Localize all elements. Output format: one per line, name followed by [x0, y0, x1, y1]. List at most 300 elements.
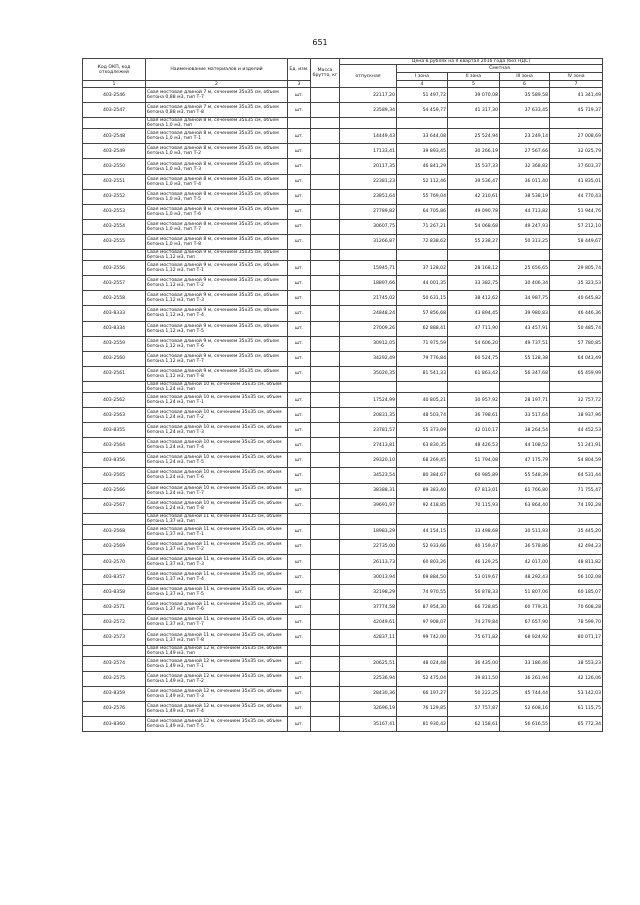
zone-3-price-cell: 55 128,38 [500, 351, 550, 366]
unit-cell: шт. [288, 600, 311, 615]
name-cell: Свая мостовая длиной 10 м, сечением 35х35 см, объем бетона 1,24 м3, тип Т-2 [146, 408, 288, 423]
name-cell: Свая мостовая длиной 7 м, сечением 35х35 см, объем бетона 0,88 м3, тип Т-8 [146, 103, 288, 118]
zone-3-price-cell: 33 186,46 [500, 656, 550, 671]
table-row [83, 656, 603, 671]
zone-2-price-cell: 36 435,00 [448, 656, 500, 671]
table-row [83, 453, 603, 468]
zone-3-price-cell: 43 457,91 [500, 321, 550, 336]
zone-1-price-cell: 55 373,09 [397, 423, 448, 438]
zone-4-price-cell: 51 944,76 [550, 204, 603, 219]
release-price-cell: 18983,29 [340, 524, 397, 539]
unit-cell: шт. [288, 423, 311, 438]
table-row [83, 336, 603, 351]
name-cell: Свая мостовая длиной 12 м, сечением 35х35 см, объем бетона 1,49 м3, тип [146, 645, 288, 656]
table-row [83, 570, 603, 585]
mass-cell [311, 630, 340, 645]
mass-cell [311, 701, 340, 716]
mass-cell [311, 129, 340, 144]
mass-cell [311, 423, 340, 438]
unit-cell: шт. [288, 234, 311, 249]
code-cell: 403-2565 [83, 468, 146, 483]
zone-1-price-cell: 60 803,26 [397, 555, 448, 570]
zone-3-price-cell [500, 118, 550, 129]
zone-3-price-cell: 56 347,68 [500, 366, 550, 381]
code-cell: 403-8355 [83, 423, 146, 438]
zone-4-price-cell: 64 043,49 [550, 351, 603, 366]
unit-cell: шт. [288, 630, 311, 645]
zone-3-price-cell: 47 175,79 [500, 453, 550, 468]
code-cell: 403-2556 [83, 261, 146, 276]
table-row [83, 615, 603, 630]
release-price-cell: 21745,02 [340, 291, 397, 306]
unit-cell: шт. [288, 585, 311, 600]
zone-1-price-cell: 37 128,02 [397, 261, 448, 276]
zone-1-price-cell [397, 250, 448, 261]
zone-3-price-cell: 55 548,39 [500, 468, 550, 483]
zone-4-price-cell: 57 780,85 [550, 336, 603, 351]
mass-cell [311, 381, 340, 392]
zone-4-price-cell: 32 025,79 [550, 144, 603, 159]
name-cell: Свая мостовая длиной 8 м, сечением 35х35 см, объем бетона 1,0 м3, тип Т-7 [146, 219, 288, 234]
zone-1-price-cell: 92 418,85 [397, 498, 448, 513]
release-price-cell: 28430,36 [340, 686, 397, 701]
zone-4-price-cell: 61 115,75 [550, 701, 603, 716]
code-cell: 403-2553 [83, 204, 146, 219]
mass-cell [311, 321, 340, 336]
table-header [83, 59, 603, 88]
unit-cell: шт. [288, 615, 311, 630]
release-price-cell: 42049,61 [340, 615, 397, 630]
table-row [83, 261, 603, 276]
release-price-cell: 34523,54 [340, 468, 397, 483]
mass-cell [311, 189, 340, 204]
zone-1-price-cell: 99 742,00 [397, 630, 448, 645]
zone-3-price-cell: 45 744,44 [500, 686, 550, 701]
zone-2-price-cell [448, 513, 500, 524]
zone-4-price-cell: 70 608,28 [550, 600, 603, 615]
zone-2-price-cell: 62 158,61 [448, 717, 500, 732]
zone-3-price-cell: 27 567,66 [500, 144, 550, 159]
zone-4-price-cell: 27 008,69 [550, 129, 603, 144]
code-cell: 403-2569 [83, 539, 146, 554]
zone-1-price-cell: 44 001,35 [397, 276, 448, 291]
release-price-cell: 35167,41 [340, 717, 397, 732]
zone-2-price-cell: 39 536,47 [448, 174, 500, 189]
unit-cell: шт. [288, 392, 311, 407]
code-cell: 403-2573 [83, 630, 146, 645]
header-zone-3: III зона [500, 73, 550, 81]
table-row [83, 366, 603, 381]
unit-cell: шт. [288, 539, 311, 554]
release-price-cell: 42837,11 [340, 630, 397, 645]
code-cell: 403-2551 [83, 174, 146, 189]
release-price-cell: 34292,49 [340, 351, 397, 366]
zone-3-price-cell: 32 368,82 [500, 159, 550, 174]
zone-3-price-cell: 51 807,06 [500, 585, 550, 600]
zone-3-price-cell: 30 406,34 [500, 276, 550, 291]
name-cell: Свая мостовая длиной 11 м, сечением 35х35 см, объем бетона 1,37 м3, тип Т-4 [146, 570, 288, 585]
header-zone-4: IV зона [550, 73, 603, 81]
mass-cell [311, 392, 340, 407]
code-cell: 403-2555 [83, 234, 146, 249]
release-price-cell: 32696,19 [340, 701, 397, 716]
code-cell: 403-2560 [83, 351, 146, 366]
col-number-7: 7 [550, 81, 603, 88]
code-cell: 403-2572 [83, 615, 146, 630]
zone-4-price-cell: 41 341,49 [550, 88, 603, 103]
zone-4-price-cell [550, 381, 603, 392]
zone-4-price-cell: 65 772,34 [550, 717, 603, 732]
name-cell: Свая мостовая длиной 10 м, сечением 35х35 см, объем бетона 1,24 м3, тип Т-8 [146, 498, 288, 513]
zone-2-price-cell [448, 250, 500, 261]
release-price-cell: 20625,51 [340, 656, 397, 671]
zone-3-price-cell: 44 713,82 [500, 204, 550, 219]
code-cell: 403-2561 [83, 366, 146, 381]
mass-cell [311, 539, 340, 554]
header-estimate: Сметная [397, 65, 603, 73]
mass-cell [311, 291, 340, 306]
name-cell: Свая мостовая длиной 8 м, сечением 35х35 см, объем бетона 1,0 м3, тип Т-5 [146, 189, 288, 204]
mass-cell [311, 234, 340, 249]
group-header-row [83, 513, 603, 524]
zone-3-price-cell: 39 980,83 [500, 306, 550, 321]
release-price-cell: 20117,35 [340, 159, 397, 174]
zone-2-price-cell: 33 382,75 [448, 276, 500, 291]
mass-cell [311, 468, 340, 483]
name-cell: Свая мостовая длиной 11 м, сечением 35х35 см, объем бетона 1,37 м3, тип Т-8 [146, 630, 288, 645]
zone-1-price-cell: 48 503,74 [397, 408, 448, 423]
name-cell: Свая мостовая длиной 8 м, сечением 35х35 см, объем бетона 1,0 м3, тип [146, 118, 288, 129]
release-price-cell [340, 250, 397, 261]
release-price-cell: 30607,75 [340, 219, 397, 234]
zone-4-price-cell: 78 599,70 [550, 615, 603, 630]
mass-cell [311, 671, 340, 686]
mass-cell [311, 366, 340, 381]
release-price-cell: 23781,57 [340, 423, 397, 438]
table-row [83, 585, 603, 600]
table-row [83, 306, 603, 321]
zone-4-price-cell: 35 445,20 [550, 524, 603, 539]
unit-cell: шт. [288, 321, 311, 336]
zone-4-price-cell: 40 645,82 [550, 291, 603, 306]
table-row [83, 498, 603, 513]
release-price-cell: 32198,29 [340, 585, 397, 600]
zone-3-price-cell: 68 924,92 [500, 630, 550, 645]
zone-1-price-cell: 81 930,42 [397, 717, 448, 732]
zone-4-price-cell: 60 185,07 [550, 585, 603, 600]
name-cell: Свая мостовая длиной 10 м, сечением 35х35 см, объем бетона 1,24 м3, тип Т-4 [146, 438, 288, 453]
mass-cell [311, 615, 340, 630]
code-cell [83, 250, 146, 261]
name-cell: Свая мостовая длиной 9 м, сечением 35х35 см, объем бетона 1,12 м3, тип Т-6 [146, 336, 288, 351]
mass-cell [311, 438, 340, 453]
zone-3-price-cell: 61 766,80 [500, 483, 550, 498]
zone-1-price-cell [397, 118, 448, 129]
release-price-cell [340, 118, 397, 129]
table-row [83, 234, 603, 249]
table-row [83, 539, 603, 554]
release-price-cell: 22735,00 [340, 539, 397, 554]
code-cell: 403-2552 [83, 189, 146, 204]
zone-1-price-cell: 63 830,35 [397, 438, 448, 453]
code-cell: 403-8359 [83, 686, 146, 701]
unit-cell: шт. [288, 483, 311, 498]
zone-3-price-cell: 23 249,14 [500, 129, 550, 144]
group-header-row [83, 250, 603, 261]
zone-4-price-cell: 80 071,17 [550, 630, 603, 645]
zone-2-price-cell: 43 894,45 [448, 306, 500, 321]
zone-1-price-cell: 64 705,86 [397, 204, 448, 219]
zone-2-price-cell: 30 957,92 [448, 392, 500, 407]
release-price-cell: 22117,20 [340, 88, 397, 103]
zone-1-price-cell: 74 970,55 [397, 585, 448, 600]
zone-2-price-cell: 48 426,53 [448, 438, 500, 453]
zone-4-price-cell: 45 719,37 [550, 103, 603, 118]
zone-3-price-cell: 56 616,55 [500, 717, 550, 732]
zone-1-price-cell: 69 884,50 [397, 570, 448, 585]
zone-2-price-cell: 60 985,89 [448, 468, 500, 483]
zone-2-price-cell: 66 728,85 [448, 600, 500, 615]
col-number-1: 1 [83, 81, 146, 88]
zone-4-price-cell [550, 513, 603, 524]
zone-1-price-cell: 52 475,04 [397, 671, 448, 686]
zone-4-price-cell: 53 142,03 [550, 686, 603, 701]
unit-cell [288, 645, 311, 656]
unit-cell [288, 250, 311, 261]
code-cell: 403-2562 [83, 392, 146, 407]
code-cell: 403-8356 [83, 453, 146, 468]
name-cell: Свая мостовая длиной 10 м, сечением 35х35 см, объем бетона 1,24 м3, тип Т-7 [146, 483, 288, 498]
unit-cell: шт. [288, 204, 311, 219]
zone-4-price-cell: 64 531,44 [550, 468, 603, 483]
mass-cell [311, 483, 340, 498]
unit-cell: шт. [288, 701, 311, 716]
name-cell: Свая мостовая длиной 8 м, сечением 35х35 см, объем бетона 1,0 м3, тип Т-3 [146, 159, 288, 174]
zone-2-price-cell: 41 317,30 [448, 103, 500, 118]
zone-3-price-cell: 52 608,16 [500, 701, 550, 716]
code-cell: 403-2570 [83, 555, 146, 570]
unit-cell: шт. [288, 261, 311, 276]
col-number-2: 2 [146, 81, 288, 88]
zone-3-price-cell: 30 511,93 [500, 524, 550, 539]
zone-1-price-cell: 52 112,46 [397, 174, 448, 189]
mass-cell [311, 276, 340, 291]
zone-1-price-cell: 80 384,67 [397, 468, 448, 483]
unit-cell [288, 118, 311, 129]
zone-3-price-cell: 49 247,93 [500, 219, 550, 234]
zone-4-price-cell: 37 603,37 [550, 159, 603, 174]
zone-3-price-cell: 63 864,40 [500, 498, 550, 513]
unit-cell: шт. [288, 671, 311, 686]
zone-4-price-cell [550, 645, 603, 656]
mass-cell [311, 645, 340, 656]
zone-1-price-cell: 46 841,29 [397, 159, 448, 174]
name-cell: Свая мостовая длиной 9 м, сечением 35х35 см, объем бетона 1,12 м3, тип [146, 250, 288, 261]
unit-cell: шт. [288, 366, 311, 381]
unit-cell: шт. [288, 144, 311, 159]
unit-cell: шт. [288, 174, 311, 189]
table-row [83, 321, 603, 336]
mass-cell [311, 453, 340, 468]
name-cell: Свая мостовая длиной 10 м, сечением 35х35 см, объем бетона 1,24 м3, тип [146, 381, 288, 392]
zone-2-price-cell: 51 794,08 [448, 453, 500, 468]
mass-cell [311, 219, 340, 234]
zone-3-price-cell: 44 108,52 [500, 438, 550, 453]
release-price-cell: 22381,23 [340, 174, 397, 189]
zone-1-price-cell: 44 154,15 [397, 524, 448, 539]
name-cell: Свая мостовая длиной 11 м, сечением 35х35 см, объем бетона 1,37 м3, тип Т-7 [146, 615, 288, 630]
unit-cell: шт. [288, 88, 311, 103]
zone-3-price-cell: 36 578,86 [500, 539, 550, 554]
zone-2-price-cell: 55 238,27 [448, 234, 500, 249]
zone-4-price-cell: 51 241,91 [550, 438, 603, 453]
code-cell: 403-8333 [83, 306, 146, 321]
name-cell: Свая мостовая длиной 8 м, сечением 35х35 см, объем бетона 1,0 м3, тип Т-6 [146, 204, 288, 219]
code-cell: 403-2566 [83, 483, 146, 498]
zone-3-price-cell [500, 513, 550, 524]
unit-cell: шт. [288, 159, 311, 174]
zone-2-price-cell: 42 310,61 [448, 189, 500, 204]
name-cell: Свая мостовая длиной 9 м, сечением 35х35 см, объем бетона 1,12 м3, тип Т-3 [146, 291, 288, 306]
code-cell: 403-2558 [83, 291, 146, 306]
table-row [83, 291, 603, 306]
zone-1-price-cell: 51 497,72 [397, 88, 448, 103]
code-cell: 403-2574 [83, 656, 146, 671]
unit-cell: шт. [288, 453, 311, 468]
table-row [83, 686, 603, 701]
zone-3-price-cell: 60 779,31 [500, 600, 550, 615]
zone-2-price-cell: 47 711,90 [448, 321, 500, 336]
zone-2-price-cell: 60 524,75 [448, 351, 500, 366]
code-cell: 403-2568 [83, 524, 146, 539]
mass-cell [311, 351, 340, 366]
zone-2-price-cell: 39 070,08 [448, 88, 500, 103]
release-price-cell: 35020,35 [340, 366, 397, 381]
code-cell: 403-2575 [83, 671, 146, 686]
zone-4-price-cell: 44 770,43 [550, 189, 603, 204]
code-cell: 403-2548 [83, 129, 146, 144]
name-cell: Свая мостовая длиной 12 м, сечением 35х35 см, объем бетона 1,49 м3, тип Т-1 [146, 656, 288, 671]
unit-cell: шт. [288, 306, 311, 321]
mass-cell [311, 159, 340, 174]
code-cell: 403-2571 [83, 600, 146, 615]
zone-4-price-cell [550, 250, 603, 261]
code-cell: 403-8360 [83, 717, 146, 732]
header-code: Код ОКП, код отходлежей [83, 59, 146, 81]
table-row [83, 276, 603, 291]
release-price-cell: 29320,10 [340, 453, 397, 468]
header-release: отпускная [340, 65, 397, 88]
table-row [83, 88, 603, 103]
unit-cell [288, 381, 311, 392]
code-cell: 403-8334 [83, 321, 146, 336]
table-row [83, 159, 603, 174]
mass-cell [311, 118, 340, 129]
name-cell: Свая мостовая длиной 10 м, сечением 35х35 см, объем бетона 1,24 м3, тип Т-1 [146, 392, 288, 407]
release-price-cell: 22536,94 [340, 671, 397, 686]
mass-cell [311, 513, 340, 524]
zone-2-price-cell: 67 813,01 [448, 483, 500, 498]
table-row [83, 189, 603, 204]
zone-2-price-cell: 46 129,25 [448, 555, 500, 570]
zone-4-price-cell: 32 757,72 [550, 392, 603, 407]
code-cell [83, 118, 146, 129]
unit-cell: шт. [288, 129, 311, 144]
zone-2-price-cell: 57 757,87 [448, 701, 500, 716]
table-row [83, 423, 603, 438]
name-cell: Свая мостовая длиной 8 м, сечением 35х35 см, объем бетона 1,0 м3, тип Т-1 [146, 129, 288, 144]
name-cell: Свая мостовая длиной 11 м, сечением 35х35 см, объем бетона 1,37 м3, тип Т-6 [146, 600, 288, 615]
name-cell: Свая мостовая длиной 9 м, сечением 35х35 см, объем бетона 1,12 м3, тип Т-5 [146, 321, 288, 336]
table-row [83, 351, 603, 366]
zone-4-price-cell: 38 937,96 [550, 408, 603, 423]
group-header-row [83, 118, 603, 129]
code-cell: 403-2549 [83, 144, 146, 159]
name-cell: Свая мостовая длиной 10 м, сечением 35х35 см, объем бетона 1,24 м3, тип Т-5 [146, 453, 288, 468]
release-price-cell: 23589,34 [340, 103, 397, 118]
zone-3-price-cell [500, 645, 550, 656]
zone-4-price-cell: 42 126,06 [550, 671, 603, 686]
zone-4-price-cell: 44 452,53 [550, 423, 603, 438]
zone-1-price-cell: 55 769,04 [397, 189, 448, 204]
zone-4-price-cell: 48 811,82 [550, 555, 603, 570]
zone-4-price-cell: 65 459,99 [550, 366, 603, 381]
zone-2-price-cell [448, 645, 500, 656]
zone-1-price-cell: 68 269,45 [397, 453, 448, 468]
zone-4-price-cell: 58 449,67 [550, 234, 603, 249]
table-row [83, 408, 603, 423]
zone-1-price-cell: 57 856,68 [397, 306, 448, 321]
zone-4-price-cell: 35 323,53 [550, 276, 603, 291]
release-price-cell: 38388,31 [340, 483, 397, 498]
unit-cell: шт. [288, 498, 311, 513]
zone-2-price-cell: 61 863,42 [448, 366, 500, 381]
mass-cell [311, 555, 340, 570]
zone-4-price-cell: 54 804,59 [550, 453, 603, 468]
release-price-cell: 27009,26 [340, 321, 397, 336]
name-cell: Свая мостовая длиной 11 м, сечением 35х35 см, объем бетона 1,37 м3, тип Т-3 [146, 555, 288, 570]
unit-cell: шт. [288, 555, 311, 570]
table-body [83, 88, 603, 732]
zone-3-price-cell: 49 737,51 [500, 336, 550, 351]
code-cell: 403-2559 [83, 336, 146, 351]
release-price-cell [340, 381, 397, 392]
release-price-cell: 27789,82 [340, 204, 397, 219]
table-row [83, 468, 603, 483]
zone-4-price-cell [550, 118, 603, 129]
zone-1-price-cell [397, 645, 448, 656]
release-price-cell: 20831,35 [340, 408, 397, 423]
zone-3-price-cell: 28 197,71 [500, 392, 550, 407]
name-cell: Свая мостовая длиной 11 м, сечением 35х35 см, объем бетона 1,37 м3, тип Т-2 [146, 539, 288, 554]
unit-cell: шт. [288, 656, 311, 671]
zone-3-price-cell: 42 017,00 [500, 555, 550, 570]
name-cell: Свая мостовая длиной 12 м, сечением 35х35 см, объем бетона 1,49 м3, тип Т-5 [146, 717, 288, 732]
zone-4-price-cell: 41 835,01 [550, 174, 603, 189]
code-cell: 403-2576 [83, 701, 146, 716]
zone-3-price-cell: 35 589,58 [500, 88, 550, 103]
release-price-cell: 14449,43 [340, 129, 397, 144]
table-row [83, 483, 603, 498]
unit-cell: шт. [288, 438, 311, 453]
col-number-6: 6 [500, 81, 550, 88]
zone-3-price-cell [500, 250, 550, 261]
name-cell: Свая мостовая длиной 12 м, сечением 35х35 см, объем бетона 1,49 м3, тип Т-3 [146, 686, 288, 701]
zone-1-price-cell [397, 513, 448, 524]
name-cell: Свая мостовая длиной 9 м, сечением 35х35 см, объем бетона 1,12 м3, тип Т-4 [146, 306, 288, 321]
code-cell: 403-2547 [83, 103, 146, 118]
name-cell: Свая мостовая длиной 12 м, сечением 35х35 см, объем бетона 1,49 м3, тип Т-2 [146, 671, 288, 686]
